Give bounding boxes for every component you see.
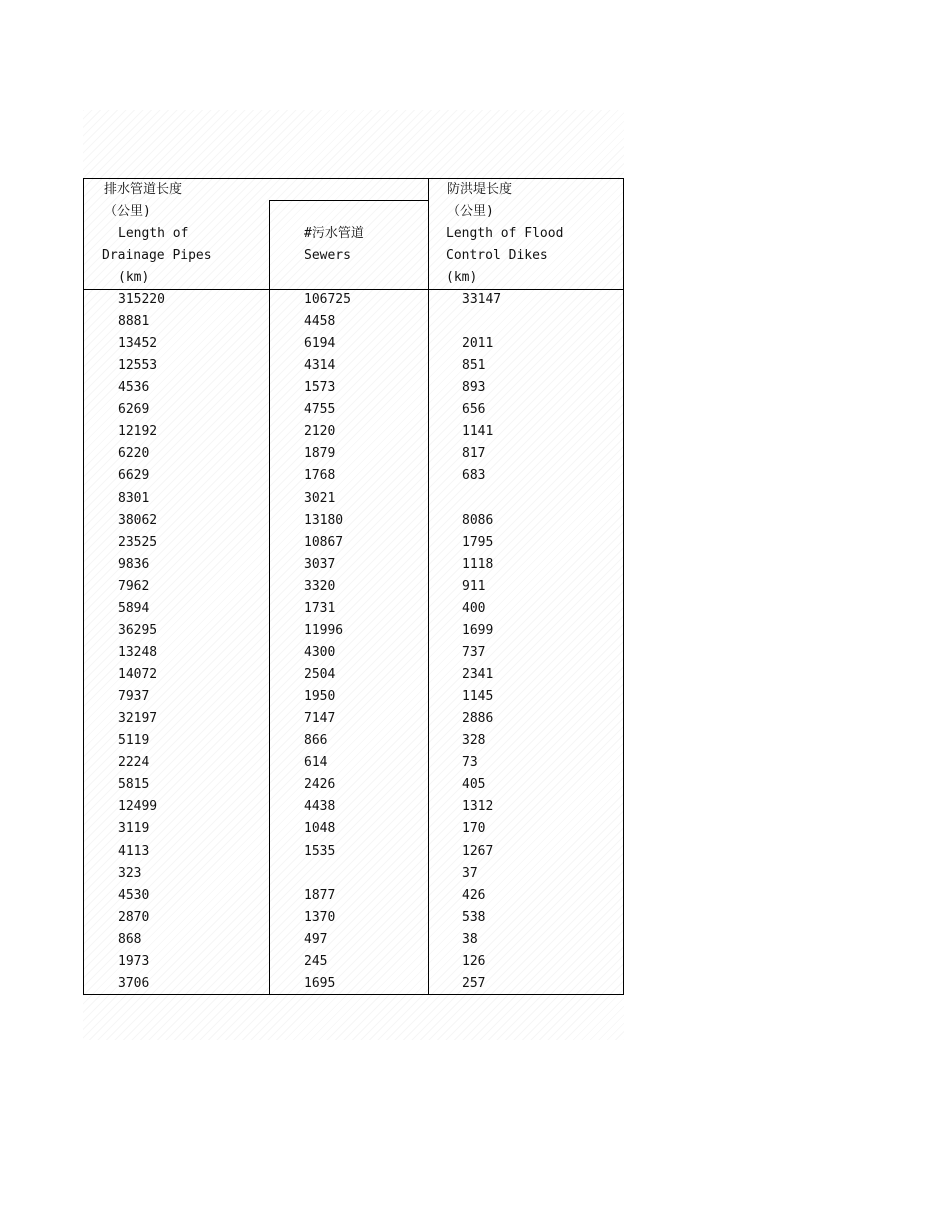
drainage-pipes-value: 3119 [118, 821, 150, 837]
header-dikes-en-1: Length of Flood [446, 226, 564, 241]
drainage-pipes-value: 8301 [118, 490, 150, 506]
drainage-pipes-value: 7937 [118, 689, 150, 705]
sewers-value: 1879 [304, 446, 336, 462]
flood-dikes-value: 1118 [462, 556, 494, 572]
table-row [84, 554, 623, 576]
sewers-value: 245 [304, 953, 328, 969]
header-dikes-unit-cn: （公里) [447, 204, 494, 219]
sewers-value: 1950 [304, 689, 336, 705]
table-row [84, 664, 623, 686]
drainage-pipes-value: 868 [118, 931, 142, 947]
drainage-pipes-value: 5119 [118, 733, 150, 749]
header-sewers-cn: #污水管道 [304, 226, 364, 241]
header-dikes-cn: 防洪堤长度 [447, 182, 513, 197]
sewers-value: 3320 [304, 578, 336, 594]
drainage-pipes-value: 6269 [118, 402, 150, 418]
drainage-pipes-value: 13452 [118, 336, 158, 352]
drainage-pipes-value: 4113 [118, 843, 150, 859]
header-drainage-cn: 排水管道长度 [104, 182, 183, 197]
flood-dikes-value: 8086 [462, 512, 494, 528]
sewers-header-top-border [269, 200, 428, 201]
header-drainage-en-1: Length of [118, 226, 189, 241]
drainage-pipes-value: 1973 [118, 953, 150, 969]
table-row [84, 355, 623, 377]
table-row [84, 620, 623, 642]
drainage-pipes-value: 12553 [118, 358, 158, 374]
table-row [84, 929, 623, 951]
sewers-value: 1695 [304, 975, 336, 991]
header-dikes-unit-en: (km) [446, 270, 478, 285]
flood-dikes-value: 257 [462, 975, 486, 991]
flood-dikes-value: 893 [462, 380, 486, 396]
flood-dikes-value: 911 [462, 578, 486, 594]
table-row [84, 311, 623, 333]
flood-dikes-value: 737 [462, 644, 486, 660]
flood-dikes-value: 400 [462, 600, 486, 616]
table-row [84, 863, 623, 885]
header-drainage-en-2: Drainage Pipes [102, 248, 212, 263]
drainage-pipes-value: 3706 [118, 975, 150, 991]
sewers-value: 2120 [304, 424, 336, 440]
header-sewers-en: Sewers [304, 248, 351, 263]
table-row [84, 488, 623, 510]
flood-dikes-value: 1312 [462, 799, 494, 815]
flood-dikes-value: 1795 [462, 534, 494, 550]
sewers-value: 497 [304, 931, 328, 947]
sewers-value: 13180 [304, 512, 344, 528]
drainage-pipes-value: 32197 [118, 711, 158, 727]
sewers-value: 1048 [304, 821, 336, 837]
table-row [84, 443, 623, 465]
table-row [84, 289, 623, 311]
flood-dikes-value: 1141 [462, 424, 494, 440]
drainage-pipes-value: 36295 [118, 622, 158, 638]
table-row [84, 951, 623, 973]
flood-dikes-value: 851 [462, 358, 486, 374]
header-drainage-unit-cn: （公里) [104, 204, 151, 219]
flood-dikes-value: 426 [462, 887, 486, 903]
drainage-pipes-value: 9836 [118, 556, 150, 572]
table-row [84, 399, 623, 421]
drainage-pipes-value: 6629 [118, 468, 150, 484]
drainage-pipes-value: 2224 [118, 755, 150, 771]
sewers-value: 3037 [304, 556, 336, 572]
table-row [84, 465, 623, 487]
table-row [84, 576, 623, 598]
table-row [84, 642, 623, 664]
flood-dikes-value: 2886 [462, 711, 494, 727]
flood-dikes-value: 37 [462, 865, 478, 881]
flood-dikes-value: 2011 [462, 336, 494, 352]
sewers-value: 10867 [304, 534, 344, 550]
drainage-pipes-value: 5894 [118, 600, 150, 616]
table-row [84, 686, 623, 708]
sewers-value: 7147 [304, 711, 336, 727]
drainage-pipes-value: 12499 [118, 799, 158, 815]
flood-dikes-value: 1699 [462, 622, 494, 638]
sewers-value: 2504 [304, 667, 336, 683]
drainage-pipes-value: 8881 [118, 314, 150, 330]
sewers-value: 106725 [304, 292, 351, 307]
data-table [83, 178, 624, 995]
table-row [84, 377, 623, 399]
sewers-value: 4458 [304, 314, 336, 330]
sewers-value: 866 [304, 733, 328, 749]
drainage-pipes-value: 4536 [118, 380, 150, 396]
flood-dikes-value: 33147 [462, 292, 502, 307]
sewers-value: 4300 [304, 644, 336, 660]
flood-dikes-value: 1267 [462, 843, 494, 859]
sewers-value: 614 [304, 755, 328, 771]
flood-dikes-value: 683 [462, 468, 486, 484]
drainage-pipes-value: 2870 [118, 909, 150, 925]
header-drainage-unit-en: (km) [118, 270, 150, 285]
flood-dikes-value: 328 [462, 733, 486, 749]
drainage-pipes-value: 6220 [118, 446, 150, 462]
table-row [84, 510, 623, 532]
table-row [84, 598, 623, 620]
header-dikes-en-2: Control Dikes [446, 248, 548, 263]
drainage-pipes-value: 14072 [118, 667, 158, 683]
drainage-pipes-value: 5815 [118, 777, 150, 793]
drainage-pipes-value: 38062 [118, 512, 158, 528]
table-row [84, 730, 623, 752]
flood-dikes-value: 73 [462, 755, 478, 771]
flood-dikes-value: 817 [462, 446, 486, 462]
flood-dikes-value: 126 [462, 953, 486, 969]
sewers-value: 1573 [304, 380, 336, 396]
sewers-value: 1731 [304, 600, 336, 616]
table-row [84, 973, 623, 995]
drainage-pipes-value: 323 [118, 865, 142, 881]
table-row [84, 752, 623, 774]
sewers-value: 2426 [304, 777, 336, 793]
sewers-value: 6194 [304, 336, 336, 352]
drainage-pipes-value: 4530 [118, 887, 150, 903]
table-row [84, 885, 623, 907]
background-hatch-bottom [83, 995, 624, 1040]
table-row [84, 421, 623, 443]
sewers-value: 3021 [304, 490, 336, 506]
drainage-pipes-value: 13248 [118, 644, 158, 660]
drainage-pipes-value: 23525 [118, 534, 158, 550]
sewers-value: 11996 [304, 622, 344, 638]
sewers-value: 4755 [304, 402, 336, 418]
sewers-value: 4314 [304, 358, 336, 374]
table-row [84, 818, 623, 840]
flood-dikes-value: 1145 [462, 689, 494, 705]
drainage-pipes-value: 7962 [118, 578, 150, 594]
flood-dikes-value: 170 [462, 821, 486, 837]
sewers-value: 1370 [304, 909, 336, 925]
table-row [84, 796, 623, 818]
sewers-value: 1877 [304, 887, 336, 903]
sewers-value: 4438 [304, 799, 336, 815]
table-row [84, 907, 623, 929]
table-row [84, 841, 623, 863]
sewers-value: 1535 [304, 843, 336, 859]
background-hatch-top [83, 110, 624, 178]
flood-dikes-value: 656 [462, 402, 486, 418]
table-row [84, 333, 623, 355]
flood-dikes-value: 538 [462, 909, 486, 925]
table-row [84, 708, 623, 730]
sewers-value: 1768 [304, 468, 336, 484]
flood-dikes-value: 405 [462, 777, 486, 793]
drainage-pipes-value: 12192 [118, 424, 158, 440]
drainage-pipes-value: 315220 [118, 292, 165, 307]
table-row [84, 774, 623, 796]
flood-dikes-value: 2341 [462, 667, 494, 683]
table-row [84, 532, 623, 554]
flood-dikes-value: 38 [462, 931, 478, 947]
